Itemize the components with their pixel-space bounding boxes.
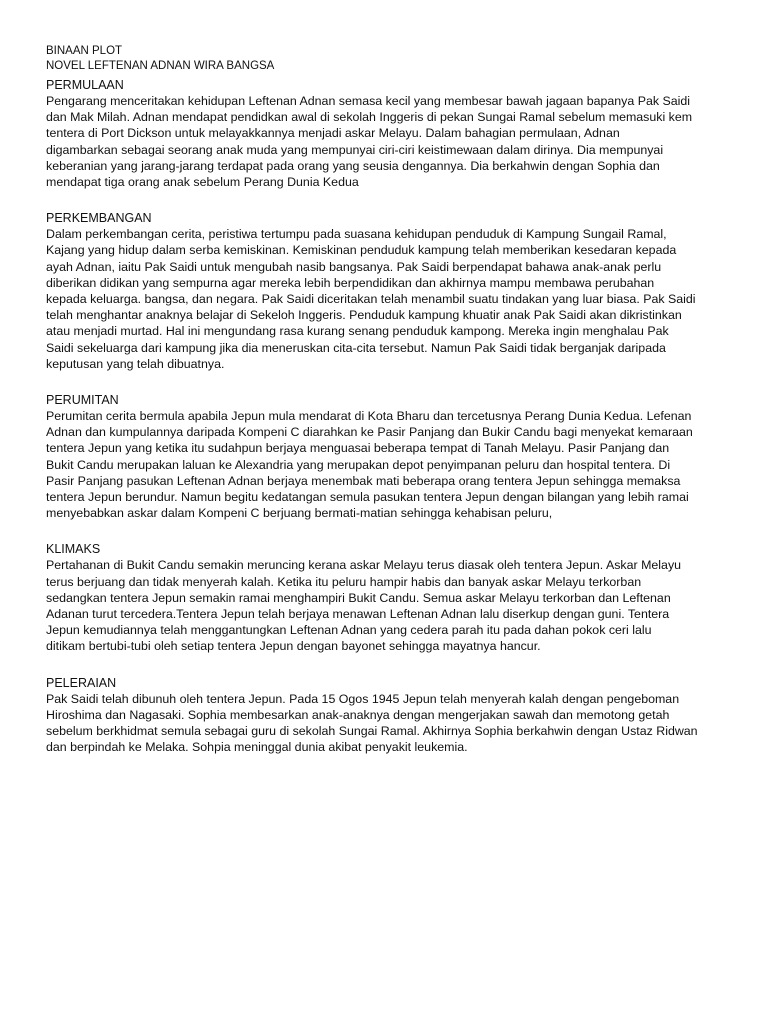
paragraph-line: menyebabkan askar dalam Kompeni C berjuang bermati-matian sehingga kehabisan peluru,: [46, 506, 553, 521]
paragraph-line: atau menjadi murtad. Hal ini mengundang rasa kurang senang penduduk kampong. Mereka ingin menghalau Pak: [46, 324, 669, 339]
paragraph-line: Adanan turut tercedera.Tentera Jepun telah berjaya menawan Leftenan Adnan lalu diserkup dengan guni. Tentera: [46, 607, 670, 622]
paragraph-line: ditikam bertubi-tubi oleh setiap tentera Jepun dengan bayonet sehingga mayatnya hancur.: [46, 639, 541, 654]
section-heading: PERKEMBANGAN: [46, 211, 152, 226]
paragraph-line: mendapat tiga orang anak sebelum Perang Dunia Kedua: [46, 175, 359, 190]
section-heading: PERMULAAN: [46, 78, 124, 92]
section-heading: KLIMAKS: [46, 542, 101, 557]
paragraph-line: Bukit Candu merupakan laluan ke Alexandria yang merupakan depot penyimpanan peluru dan hospital tentera. Di: [46, 457, 671, 472]
paragraph-line: keputusan yang telah dibuatnya.: [46, 356, 225, 371]
paragraph-line: digambarkan sebagai seorang anak muda yang mempunyai ciri-ciri keistimewaan dalam dirinya. Dia mempunyai: [46, 142, 664, 157]
paragraph-line: Pertahanan di Bukit Candu semakin meruncing kerana askar Melayu terus diasak oleh tentera Jepun. Askar Melayu: [46, 558, 682, 573]
paragraph-line: Perumitan cerita bermula apabila Jepun mula mendarat di Kota Bharu dan tercetusnya Perang Dunia Kedua. Lefenan: [46, 409, 692, 424]
section-perumitan: [46, 392, 726, 521]
paragraph-line: telah menghantar anaknya belajar di Sekeloh Inggeris. Penduduk kampung khuatir anak Pak Saidi akan dikristinkan: [46, 308, 682, 323]
paragraph-line: Hiroshima dan Nagasaki. Sophia membesarkan anak-anaknya dengan mengerjakan sawah dan memotong getah: [46, 707, 670, 722]
section-peleraian: [46, 675, 726, 756]
paragraph-line: tentera Jepun berundur. Namun begitu kedatangan semula pasukan tentera Jepun dengan bilangan yang lebih ramai: [46, 490, 689, 505]
document-title: BINAAN PLOT: [46, 45, 123, 57]
section-perkembangan: [46, 210, 726, 372]
paragraph-line: ayah Adnan, iaitu Pak Saidi untuk mengubah nasib bangsanya. Pak Saidi berpendapat bahawa anak-anak perlu: [46, 259, 662, 274]
paragraph-line: Adnan dan kumpulannya daripada Kompeni C diarahkan ke Pasir Panjang dan Bukir Candu bagi menyekat kemaraan: [46, 425, 693, 440]
section-permulaan: [46, 77, 726, 190]
paragraph-line: tentera Jepun yang ketika itu sudahpun berjaya menguasai beberapa tempat di Tanah Melayu. Pasir Panjang dan: [46, 441, 670, 456]
paragraph-line: Dalam perkembangan cerita, peristiwa tertumpu pada suasana kehidupan penduduk di Kampung Sungail Ramal,: [46, 227, 667, 242]
paragraph-line: keberanian yang jarang-jarang terdapat pada orang yang seusia dengannya. Dia berkahwin dengan Sophia dan: [46, 158, 660, 173]
document-page: [46, 44, 726, 776]
paragraph-line: Jepun kemudiannya telah menggantungkan Leftenan Adnan yang cedera parah itu pada dahan pokok ceri lalu: [46, 623, 652, 638]
paragraph-line: diberikan didikan yang sempurna agar mereka lebih berpendidikan dan akhirnya mampu membawa perubahan: [46, 275, 655, 290]
paragraph-line: Saidi sekeluarga dari kampung jika dia meneruskan cita-cita tersebut. Namun Pak Saidi tidak berganjak daripada: [46, 340, 666, 355]
section-heading: PERUMITAN: [46, 393, 119, 408]
paragraph-line: dan Mak Milah. Adnan mendapat pendidkan awal di sekolah Inggeris di pekan Sungai Ramal sebelum memasuki kem: [46, 110, 693, 125]
paragraph-line: kepada keluarga. bangsa, dan negara. Pak Saidi diceritakan telah menambil suatu tindakan yang luar biasa. Pak Saidi: [46, 292, 696, 307]
paragraph-line: Pasir Panjang pasukan Leftenan Adnan berjaya menembak mati beberapa orang tentera Jepun sehingga memaksa: [46, 473, 681, 488]
paragraph-line: Pengarang menceritakan kehidupan Leftenan Adnan semasa kecil yang membesar bawah jagaan bapanya Pak Saidi: [46, 94, 691, 108]
paragraph-line: tentera di Port Dickson untuk melayakkannya menjadi askar Melayu. Dalam bahagian permulaan, Adnan: [46, 126, 620, 141]
paragraph-line: Pak Saidi telah dibunuh oleh tentera Jepun. Pada 15 Ogos 1945 Jepun telah menyerah kalah dengan pengeboman: [46, 691, 680, 706]
paragraph-line: dan berpindah ke Melaka. Sohpia meninggal dunia akibat penyakit leukemia.: [46, 740, 468, 755]
section-klimaks: [46, 541, 726, 654]
paragraph-line: sedangkan tentera Jepun semakin ramai menghampiri Bukit Candu. Semua askar Melayu terkorban dan Leftenan: [46, 590, 671, 605]
paragraph-line: terus berjuang dan tidak menyerah kalah. Ketika itu peluru hampir habis dan banyak askar Melayu terkorban: [46, 574, 642, 589]
paragraph-line: Kajang yang hidup dalam serba kemiskinan. Kemiskinan penduduk kampung telah memberikan kesedaran kepada: [46, 243, 677, 258]
document-subtitle: NOVEL LEFTENAN ADNAN WIRA BANGSA: [46, 60, 275, 72]
paragraph-line: sebelum berkhidmat semula sebagai guru di sekolah Sungai Ramal. Akhirnya Sophia berkahwin dengan Ustaz Ridwan: [46, 724, 698, 739]
section-heading: PELERAIAN: [46, 675, 117, 690]
